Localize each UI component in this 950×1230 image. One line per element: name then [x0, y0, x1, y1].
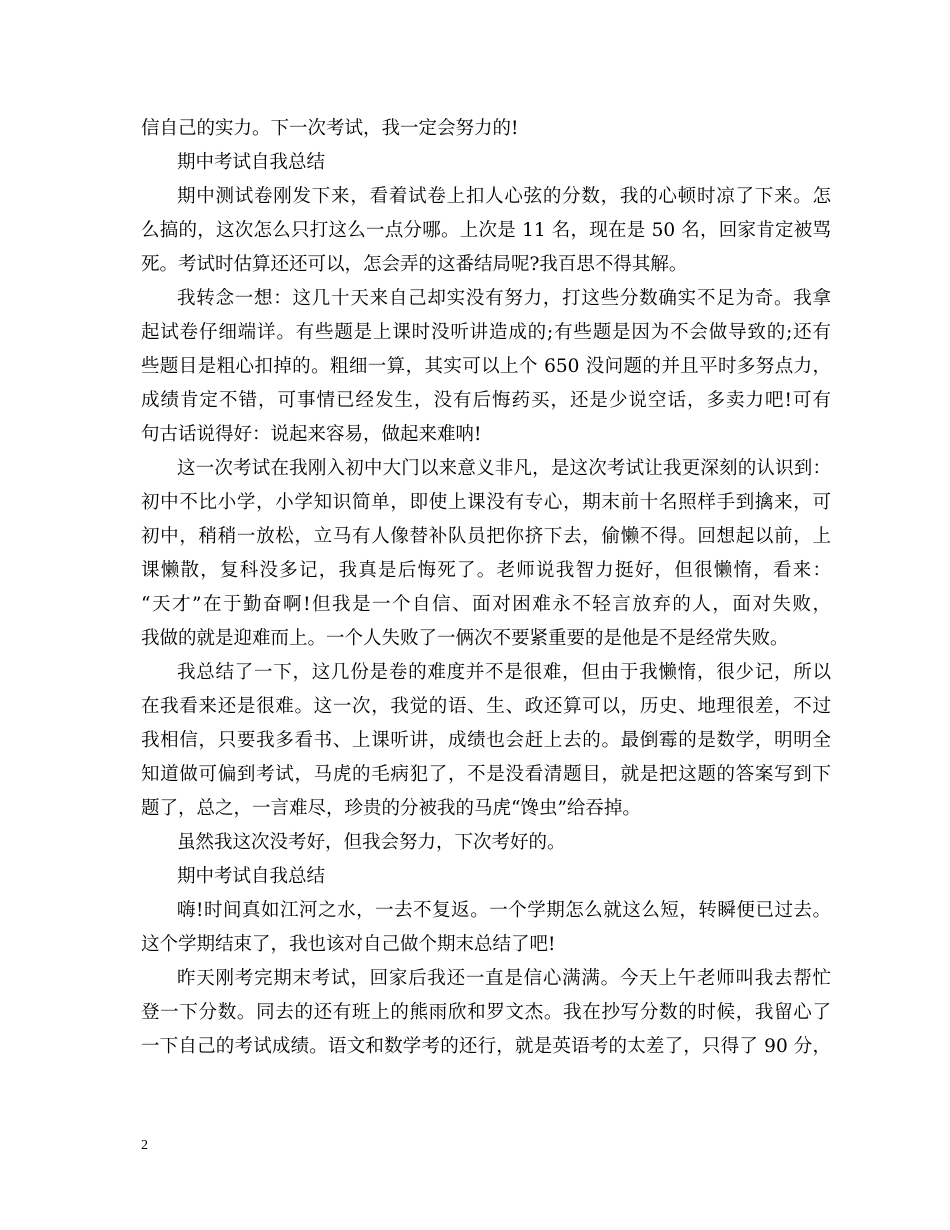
text-line: 题了，总之，一言难尽，珍贵的分被我的马虎“馋虫”给吞掉。: [141, 798, 641, 819]
text-line: 登一下分数。同去的还有班上的熊雨欣和罗文杰。我在抄写分数的时候，我留心了: [141, 1002, 831, 1023]
text-line: 句古话说得好：说起来容易，做起来难呐!: [141, 424, 482, 445]
text-line: 我相信，只要我多看书、上课听讲，成绩也会赶上去的。最倒霉的是数学，明明全: [141, 730, 831, 751]
text-line: 我做的就是迎难而上。一个人失败了一俩次不要紧重要的是他是不是经常失败。: [141, 628, 789, 649]
text-line: 昨天刚考完期末考试，回家后我还一直是信心满满。今天上午老师叫我去帮忙: [177, 968, 831, 989]
text-line: 期中测试卷刚发下来，看着试卷上扣人心弦的分数，我的心顿时凉了下来。怎: [177, 186, 831, 207]
page-number: 2: [141, 1138, 148, 1153]
text-line: 虽然我这次没考好，但我会努力，下次考好的。: [177, 832, 566, 853]
text-line: 些题目是粗心扣掉的。粗细一算，其实可以上个 650 没问题的并且平时多努点力，: [141, 356, 831, 377]
text-line: 这个学期结束了，我也该对自己做个期末总结了吧!: [141, 934, 556, 955]
text-line: 这一次考试在我刚入初中大门以来意义非凡，是这次考试让我更深刻的认识到：: [177, 458, 831, 479]
text-line: 初中，稍稍一放松，立马有人像替补队员把你挤下去，偷懒不得。回想起以前，上: [141, 526, 831, 547]
section-heading: 期中考试自我总结: [177, 152, 326, 173]
text-line: 初中不比小学，小学知识简单，即使上课没有专心，期末前十名照样手到擒来，可: [141, 492, 831, 513]
text-line: 知道做可偏到考试，马虎的毛病犯了，不是没看清题目，就是把这题的答案写到下: [141, 764, 831, 785]
text-line: 死。考试时估算还还可以，怎会弄的这番结局呢?我百思不得其解。: [141, 254, 688, 275]
text-line: 一下自己的考试成绩。语文和数学考的还行，就是英语考的太差了，只得了 90 分，: [141, 1036, 831, 1057]
text-line: “天才”在于勤奋啊!但我是一个自信、面对困难永不轻言放弃的人，面对失败，: [141, 594, 831, 615]
text-line: 我转念一想：这几十天来自己却实没有努力，打这些分数确实不足为奇。我拿: [177, 288, 831, 309]
section-heading: 期中考试自我总结: [177, 866, 326, 887]
text-line: 课懒散，复科没多记，我真是后悔死了。老师说我智力挺好，但很懒惰，看来：: [141, 560, 831, 581]
text-line: 嗨!时间真如江河之水，一去不复返。一个学期怎么就这么短，转瞬便已过去。: [177, 900, 831, 921]
text-line: 我总结了一下，这几份是卷的难度并不是很难，但由于我懒惰，很少记，所以: [177, 662, 831, 683]
text-line: 么搞的，这次怎么只打这么一点分哪。上次是 11 名，现在是 50 名，回家肯定被骂: [141, 220, 831, 241]
text-line: 起试卷仔细端详。有些题是上课时没听讲造成的;有些题是因为不会做导致的;还有: [141, 322, 831, 343]
text-line: 成绩肯定不错，可事情已经发生，没有后悔药买，还是少说空话，多卖力吧!可有: [141, 390, 831, 411]
text-line: 信自己的实力。下一次考试，我一定会努力的!: [141, 118, 519, 139]
text-line: 在我看来还是很难。这一次，我觉的语、生、政还算可以，历史、地理很差，不过: [141, 696, 831, 717]
